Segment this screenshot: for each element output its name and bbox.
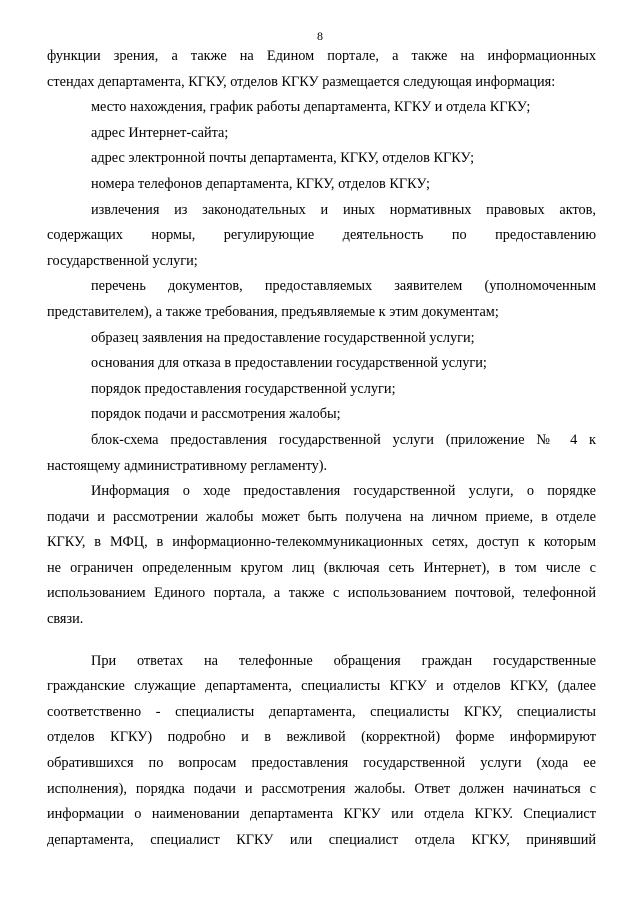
list-item-service-procedure: порядок предоставления государственной услуги;	[91, 380, 396, 397]
paragraph-information-progress	[47, 479, 596, 633]
text-line: извлечения из законодательных и иных нормативных правовых актов,	[91, 201, 596, 218]
text-line: КГКУ, в МФЦ, в информационно-телекоммуникационных сетях, доступ к которым	[47, 534, 596, 551]
text-line: соответственно - специалисты департамента, специалисты КГКУ, специалисты	[47, 703, 596, 720]
text-line: департамента, специалист КГКУ или специалист отдела КГКУ, принявший	[47, 831, 596, 848]
text-line: представителем), а также требования, предъявляемые к этим документам;	[47, 303, 499, 320]
text-line: настоящему административному регламенту).	[47, 457, 328, 474]
list-item-website: адрес Интернет-сайта;	[91, 124, 229, 141]
text-line: использованием Единого портала, а также с использованием почтовой, телефонной	[47, 585, 596, 602]
paragraph-phone-answers	[47, 649, 596, 854]
text-line: отделов КГКУ) подробно и в вежливой (корректной) форме информируют	[47, 729, 596, 746]
page-number: 8	[317, 29, 323, 43]
list-item-flowchart	[47, 428, 596, 479]
text-line: При ответах на телефонные обращения граждан государственные	[91, 652, 596, 669]
text-line: функции зрения, а также на Едином портале, а также на информационных	[47, 48, 596, 64]
document-body	[47, 44, 596, 853]
text-line: государственной услуги;	[47, 252, 198, 269]
text-line: гражданские служащие департамента, специалисты КГКУ и отделов КГКУ, (далее	[47, 678, 596, 695]
list-item-application-sample: образец заявления на предоставление государственной услуги;	[91, 329, 475, 346]
text-line: обратившихся по вопросам предоставления государственной услуги (хода ее	[47, 755, 596, 772]
list-item-complaint-procedure: порядок подачи и рассмотрения жалобы;	[91, 406, 341, 423]
text-line: подачи и рассмотрении жалобы может быть получена на личном приеме, в отделе	[47, 508, 596, 525]
list-item-legal-extracts	[47, 198, 596, 275]
text-line: стендах департамента, КГКУ, отделов КГКУ размещается следующая информация:	[47, 73, 556, 90]
text-line: информации о наименовании департамента КГКУ или отдела КГКУ. Специалист	[47, 806, 596, 823]
text-line: содержащих нормы, регулирующие деятельность по предоставлению	[47, 227, 596, 244]
text-line: не ограничен определенным кругом лиц (включая сеть Интернет), в том числе с	[47, 559, 596, 576]
text-line: исполнения), порядка подачи и рассмотрения жалобы. Ответ должен начинаться с	[47, 780, 596, 797]
list-item-phones: номера телефонов департамента, КГКУ, отделов КГКУ;	[91, 175, 430, 192]
text-line: Информация о ходе предоставления государственной услуги, о порядке	[91, 483, 596, 500]
list-item-refusal-grounds: основания для отказа в предоставлении государственной услуги;	[91, 355, 487, 372]
list-item-email: адрес электронной почты департамента, КГКУ, отделов КГКУ;	[91, 150, 475, 167]
paragraph-intro-continuation	[47, 44, 596, 95]
text-line: связи.	[47, 611, 84, 628]
list-item-documents	[47, 274, 596, 325]
list-item-location: место нахождения, график работы департамента, КГКУ и отдела КГКУ;	[91, 99, 531, 116]
text-line: перечень документов, предоставляемых заявителем (уполномоченным	[91, 278, 596, 295]
text-line: блок-схема предоставления государственной услуги (приложение № 4 к	[91, 431, 596, 448]
